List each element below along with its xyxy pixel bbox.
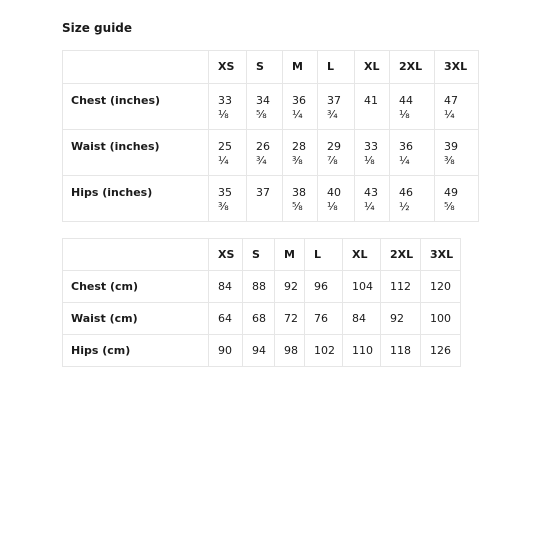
table-cell: 102 xyxy=(305,335,343,367)
value-fraction: ⅛ xyxy=(327,200,338,213)
table-cell: 68 xyxy=(243,303,275,335)
table-cell xyxy=(435,130,479,176)
table-row-hips-cm xyxy=(63,335,461,367)
header-cell-xl: XL xyxy=(355,51,390,84)
value-whole: 28 xyxy=(292,140,306,153)
value-whole: 49 xyxy=(444,186,458,199)
value-fraction: ⅝ xyxy=(292,200,303,213)
table-cell: 64 xyxy=(209,303,243,335)
header-cell-empty xyxy=(63,51,209,84)
header-cell-xs: XS xyxy=(209,51,247,84)
value-fraction: ⅞ xyxy=(327,154,338,167)
header-cell-3xl: 3XL xyxy=(435,51,479,84)
table-cell: 94 xyxy=(243,335,275,367)
table-cell xyxy=(390,176,435,222)
row-label: Hips (cm) xyxy=(63,335,209,367)
table-cell xyxy=(283,176,318,222)
table-cell: 100 xyxy=(421,303,461,335)
value-whole: 37 xyxy=(327,94,341,107)
table-cell xyxy=(283,130,318,176)
value-fraction: ¾ xyxy=(327,108,338,121)
header-cell-s: S xyxy=(247,51,283,84)
value-whole: 38 xyxy=(292,186,306,199)
table-cell: 120 xyxy=(421,271,461,303)
header-cell-l: L xyxy=(305,239,343,271)
table-cell xyxy=(390,130,435,176)
table-cell xyxy=(318,176,355,222)
table-cell: 112 xyxy=(381,271,421,303)
table-cell xyxy=(318,84,355,130)
table-cell xyxy=(247,130,283,176)
header-cell-3xl: 3XL xyxy=(421,239,461,271)
value-whole: 29 xyxy=(327,140,341,153)
value-fraction: ⅛ xyxy=(218,108,229,121)
value-fraction: ⅜ xyxy=(444,154,455,167)
page-title: Size guide xyxy=(62,21,133,35)
table-cell xyxy=(283,84,318,130)
value-whole: 26 xyxy=(256,140,270,153)
value-fraction: ¼ xyxy=(292,108,303,121)
header-cell-empty xyxy=(63,239,209,271)
value-fraction: ⅝ xyxy=(256,108,267,121)
table-cell: 92 xyxy=(381,303,421,335)
table-cell xyxy=(318,130,355,176)
value-whole: 41 xyxy=(364,94,378,107)
value-whole: 36 xyxy=(399,140,413,153)
table-cell: 84 xyxy=(209,271,243,303)
header-cell-xl: XL xyxy=(343,239,381,271)
table-cell: 96 xyxy=(305,271,343,303)
header-cell-2xl: 2XL xyxy=(390,51,435,84)
value-whole: 37 xyxy=(256,186,270,199)
value-fraction: ¾ xyxy=(256,154,267,167)
table-cell xyxy=(209,176,247,222)
value-whole: 44 xyxy=(399,94,413,107)
table-row-waist-cm xyxy=(63,303,461,335)
row-label: Hips (inches) xyxy=(63,176,209,222)
value-fraction: ¼ xyxy=(444,108,455,121)
value-fraction: ¼ xyxy=(218,154,229,167)
header-row xyxy=(63,239,461,271)
table-cell: 88 xyxy=(243,271,275,303)
table-cell xyxy=(355,176,390,222)
header-cell-l: L xyxy=(318,51,355,84)
table-cell xyxy=(209,84,247,130)
header-cell-m: M xyxy=(275,239,305,271)
value-fraction: ⅛ xyxy=(399,108,410,121)
row-label: Waist (inches) xyxy=(63,130,209,176)
value-whole: 36 xyxy=(292,94,306,107)
table-cell xyxy=(247,84,283,130)
value-whole: 35 xyxy=(218,186,232,199)
value-whole: 40 xyxy=(327,186,341,199)
header-row xyxy=(63,51,479,84)
table-cell: 76 xyxy=(305,303,343,335)
table-cell: 98 xyxy=(275,335,305,367)
row-label: Chest (cm) xyxy=(63,271,209,303)
table-cell: 72 xyxy=(275,303,305,335)
table-cell: 92 xyxy=(275,271,305,303)
table-cell: 90 xyxy=(209,335,243,367)
value-fraction: ⅜ xyxy=(218,200,229,213)
value-whole: 43 xyxy=(364,186,378,199)
value-fraction: ¼ xyxy=(364,200,375,213)
table-cell xyxy=(435,84,479,130)
value-whole: 34 xyxy=(256,94,270,107)
row-label: Waist (cm) xyxy=(63,303,209,335)
table-cell xyxy=(355,84,390,130)
table-cell: 118 xyxy=(381,335,421,367)
table-cell xyxy=(247,176,283,222)
header-cell-m: M xyxy=(283,51,318,84)
table-row-waist-inches xyxy=(63,130,479,176)
table-cell xyxy=(435,176,479,222)
value-fraction: ½ xyxy=(399,200,410,213)
table-cell xyxy=(355,130,390,176)
header-cell-s: S xyxy=(243,239,275,271)
value-fraction: ⅜ xyxy=(292,154,303,167)
value-fraction: ¼ xyxy=(399,154,410,167)
value-fraction: ⅛ xyxy=(364,154,375,167)
table-row-chest-cm xyxy=(63,271,461,303)
header-cell-2xl: 2XL xyxy=(381,239,421,271)
table-cell xyxy=(390,84,435,130)
value-whole: 39 xyxy=(444,140,458,153)
table-cell xyxy=(209,130,247,176)
size-table-cm xyxy=(62,238,461,367)
table-cell: 110 xyxy=(343,335,381,367)
value-whole: 47 xyxy=(444,94,458,107)
table-row-hips-inches xyxy=(63,176,479,222)
row-label: Chest (inches) xyxy=(63,84,209,130)
value-whole: 46 xyxy=(399,186,413,199)
table-cell: 104 xyxy=(343,271,381,303)
value-fraction: ⅝ xyxy=(444,200,455,213)
table-row-chest-inches xyxy=(63,84,479,130)
table-cell: 126 xyxy=(421,335,461,367)
value-whole: 33 xyxy=(218,94,232,107)
size-table-inches xyxy=(62,50,479,222)
header-cell-xs: XS xyxy=(209,239,243,271)
table-cell: 84 xyxy=(343,303,381,335)
value-whole: 25 xyxy=(218,140,232,153)
value-whole: 33 xyxy=(364,140,378,153)
